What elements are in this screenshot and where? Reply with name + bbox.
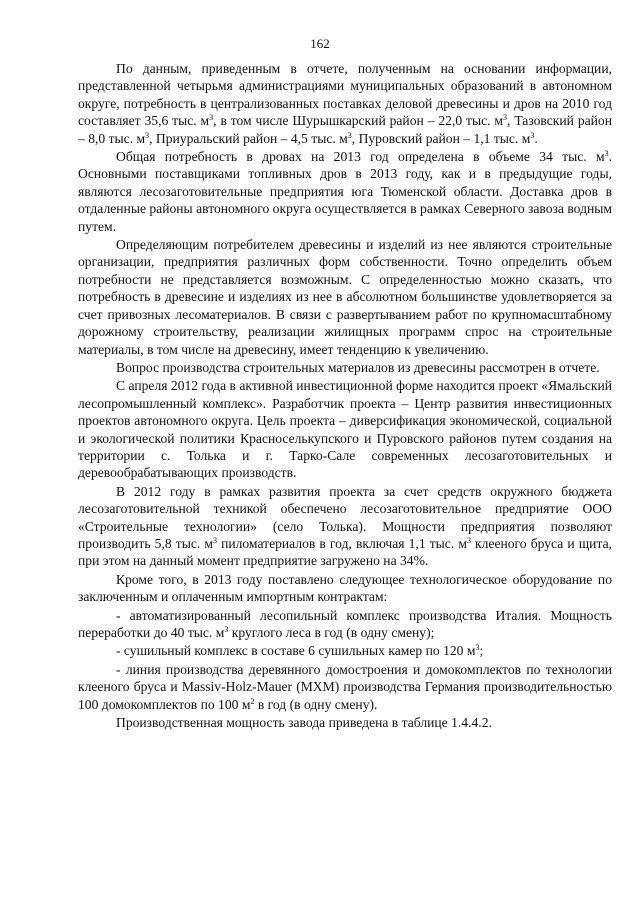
text-run: , в том числе Шурышкарский район – 22,0 тыс. м <box>213 113 504 129</box>
text-run: . <box>534 130 538 146</box>
paragraph <box>78 642 612 659</box>
text-run: , Тазовский район – 8,0 тыс. м <box>78 113 612 146</box>
paragraph <box>78 714 612 731</box>
text-run: - линия производства деревянного домостроения и домокомплектов по технологии клееного бруса и Massiv-Holz-Mauer (MXM) производства Германия производительностью 100 домокомплектов по 100 м <box>78 661 612 712</box>
paragraph <box>78 60 612 147</box>
text-run: . Основными поставщиками топливных дров в 2013 году, как и в предыдущие годы, являются лесозаготовительные предприятия юга Тюменской области. Доставка дров в отдаленные районы автономного округа осуществляется в рамках Северного завоза водным путем. <box>78 149 613 234</box>
text-run: Общая потребность в дровах на 2013 год определена в объеме 34 тыс. м <box>116 149 605 165</box>
paragraph <box>78 571 612 606</box>
text-run: Кроме того, в 2013 году поставлено следующее технологическое оборудование по заключенным и оплаченным импортным контрактам: <box>78 571 612 605</box>
superscript: 3 <box>530 130 535 140</box>
paragraph <box>78 607 612 642</box>
superscript: 3 <box>475 643 480 653</box>
paragraph <box>78 236 612 358</box>
text-run: , Пуровский район – 1,1 тыс. м <box>351 130 531 146</box>
superscript: 3 <box>604 149 609 159</box>
superscript: 3 <box>209 113 214 123</box>
text-run: , Приуральский район – 4,5 тыс. м <box>149 130 348 146</box>
superscript: 3 <box>212 535 217 545</box>
paragraph <box>78 661 612 713</box>
superscript: 3 <box>466 535 471 545</box>
paragraph <box>78 359 612 376</box>
text-run: пиломатериалов в год, включая 1,1 тыс. м <box>216 535 467 551</box>
superscript: 3 <box>224 625 229 634</box>
text-run: По данным, приведенным в отчете, полученным на основании информации, представленной четырьмя администрациями муниципальных образований в автономном округе, потребность в централизованных поставках деловой древесины и дров на 2010 год составляет 35,6 тыс. м <box>78 61 612 129</box>
superscript: 3 <box>503 113 508 123</box>
text-run: Вопрос производства строительных материалов из древесины рассмотрен в отчете. <box>116 359 600 375</box>
document-body <box>78 60 612 731</box>
superscript: 3 <box>145 130 150 140</box>
paragraph <box>78 483 612 570</box>
text-run: Производственная мощность завода приведена в таблице 1.4.4.2. <box>116 715 492 731</box>
superscript: 3 <box>347 130 352 140</box>
superscript: 2 <box>250 696 255 706</box>
text-run: ; <box>479 643 484 659</box>
text-run: в год (в одну смену). <box>254 696 378 712</box>
text-run: Определяющим потребителем древесины и изделий из нее являются строительные организации, предприятия различных форм собственности. Точно определить объем потребности не представляется возможным. С определенностью можно сказать, что потребность в древесине и изделиях из нее в абсолютном большинстве удовлетворяется за счет привозных лесоматериалов. В связи с развертыванием работ по крупномасштабному дорожному строительству, реализации жилищных программ спрос на строительные материалы, в том числе на древесину, имеет тенденцию к увеличению. <box>78 237 612 357</box>
text-run: клееного бруса и щита, при этом на данный момент предприятие загружено на 34%. <box>78 535 612 569</box>
text-run: - автоматизированный лесопильный комплекс производства Италия. Мощность переработки до 40 тыс. м <box>78 607 612 640</box>
text-run: С апреля 2012 года в активной инвестиционной форме находится проект «Ямальский лесопромышленный комплекс». Разработчик проекта – Центр развития инвестиционных проектов автономного округа. Цель проекта – диверсификация экономической, социальной и экологической политики Красноселькупского и Пуровского районов путем создания на территории с. Толька и г. Тарко-Сале современных лесозаготовительных и деревообрабатывающих производств. <box>78 378 612 481</box>
text-run: - сушильный комплекс в составе 6 сушильных камер по 120 м <box>116 643 476 659</box>
page-number: 162 <box>310 36 330 51</box>
paragraph <box>78 148 612 235</box>
paragraph <box>78 377 612 481</box>
text-run: круглого леса в год (в одну смену); <box>228 625 435 640</box>
text-run: В 2012 году в рамках развития проекта за счет средств окружного бюджета лесозаготовительной техникой обеспечено лесозаготовительное предприятие ООО «Строительные технологии» (село Толька). Мощности предприятия позволяют производить 5,8 тыс. м <box>78 483 612 551</box>
